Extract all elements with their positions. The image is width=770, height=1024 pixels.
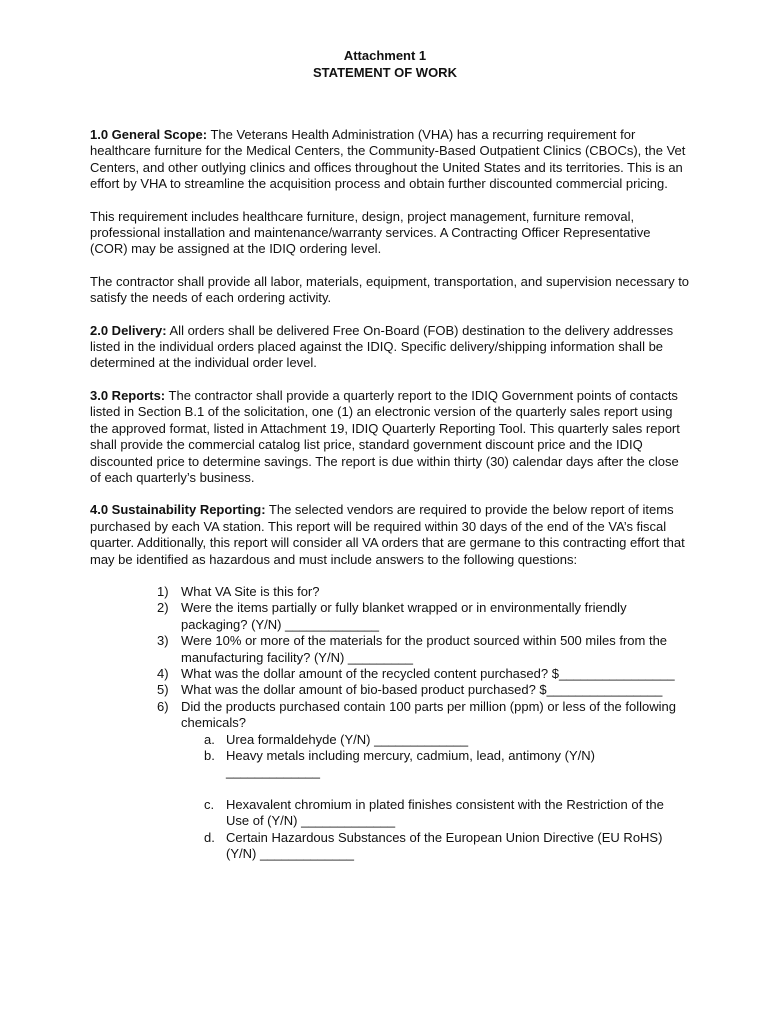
document-body bbox=[90, 127, 690, 862]
sub-list-letter: c. bbox=[204, 796, 215, 812]
sub-list-item bbox=[204, 796, 690, 830]
reports-paragraph bbox=[90, 388, 690, 486]
questions-list bbox=[90, 584, 690, 863]
list-item bbox=[157, 698, 690, 863]
list-number: 6) bbox=[157, 698, 169, 714]
chemical-text: Urea formaldehyde (Y/N) _____________ bbox=[226, 731, 469, 747]
list-item bbox=[157, 682, 690, 698]
list-number: 1) bbox=[157, 583, 169, 599]
list-item bbox=[157, 600, 690, 633]
document-header bbox=[0, 47, 770, 81]
sub-list-item bbox=[204, 731, 690, 748]
reports-text: The contractor shall provide a quarterly report to the IDIQ Government points of contacts listed in Section B.1 of the solicitation, one (1) an electronic version of the quarterly sales report using the approved format, listed in Attachment 19, IDIQ Quarterly Reporting Tool. This quarterly sales report shall provide the commercial catalog list price, standard government discount price and the IDIQ discounted price to determine savings. The report is due within thirty (30) calendar days after the close of each quarterly’s business. bbox=[90, 387, 680, 485]
list-number: 4) bbox=[157, 665, 169, 681]
question-text: Were 10% or more of the materials for the product sourced within 500 miles from the manufacturing facility? (Y/N) _________ bbox=[181, 633, 668, 665]
sustainability-text: The selected vendors are required to provide the below report of items purchased by each VA station. This report will be required within 30 days of the end of the VA’s fiscal quarter. Additionally, this report will consider all VA orders that are germane to this contracting effort that may be identified as hazardous and must include answers to the following questions: bbox=[90, 502, 685, 567]
contractor-paragraph: The contractor shall provide all labor, materials, equipment, transportation, and supervision necessary to satisfy the needs of each ordering activity. bbox=[90, 273, 690, 306]
question-text: What was the dollar amount of bio-based product purchased? $________________ bbox=[181, 682, 663, 698]
list-item bbox=[157, 665, 690, 682]
reports-heading: 3.0 Reports: bbox=[90, 387, 166, 403]
chemical-text: Certain Hazardous Substances of the European Union Directive (EU RoHS) (Y/N) _____________ bbox=[226, 829, 663, 862]
list-number: 5) bbox=[157, 682, 169, 698]
question-text: What was the dollar amount of the recycled content purchased? $________________ bbox=[181, 665, 675, 681]
general-scope-paragraph bbox=[90, 127, 690, 193]
chemicals-list bbox=[181, 732, 690, 863]
list-number: 2) bbox=[157, 600, 169, 616]
question-text: What VA Site is this for? bbox=[181, 583, 320, 599]
sub-list-letter: b. bbox=[204, 748, 215, 763]
sub-list-item bbox=[204, 748, 690, 781]
requirement-paragraph: This requirement includes healthcare furniture, design, project management, furniture removal, professional installation and maintenance/warranty services. A Contracting Officer Representative (COR) may be assigned at the IDIQ ordering level. bbox=[90, 208, 651, 257]
delivery-heading: 2.0 Delivery: bbox=[90, 322, 167, 338]
delivery-text: All orders shall be delivered Free On-Board (FOB) destination to the delivery addresses listed in the individual orders placed against the IDIQ. Specific delivery/shipping information shall be determined at the individual order level. bbox=[90, 322, 674, 371]
chemical-text: Hexavalent chromium in plated finishes consistent with the Restriction of the Use of (Y/N) _____________ bbox=[226, 796, 664, 829]
chemical-text: Heavy metals including mercury, cadmium, lead, antimony (Y/N) _____________ bbox=[226, 748, 595, 780]
document-title: STATEMENT OF WORK bbox=[313, 65, 457, 80]
list-item bbox=[157, 583, 690, 600]
delivery-paragraph bbox=[90, 323, 690, 372]
list-number: 3) bbox=[157, 633, 169, 649]
question-text: Did the products purchased contain 100 parts per million (ppm) or less of the following chemicals? bbox=[181, 698, 676, 731]
sustainability-paragraph bbox=[90, 502, 690, 568]
sub-list-letter: a. bbox=[204, 731, 215, 747]
sustainability-heading: 4.0 Sustainability Reporting: bbox=[90, 502, 266, 518]
sub-list-letter: d. bbox=[204, 829, 215, 845]
question-text: Were the items partially or fully blanket wrapped or in environmentally friendly packaging? (Y/N) _____________ bbox=[181, 600, 627, 632]
general-scope-text: The Veterans Health Administration (VHA) has a recurring requirement for healthcare furniture for the Medical Centers, the Community-Based Outpatient Clinics (CBOCs), the Vet Centers, and other outlying clinics and offices throughout the United States and its territories. This is an effort by VHA to streamline the acquisition process and obtain further discounted commercial pricing. bbox=[90, 127, 686, 192]
list-item bbox=[157, 633, 690, 666]
general-scope-heading: 1.0 General Scope: bbox=[90, 127, 208, 142]
sub-list-item bbox=[204, 829, 690, 863]
attachment-label: Attachment 1 bbox=[343, 48, 427, 63]
